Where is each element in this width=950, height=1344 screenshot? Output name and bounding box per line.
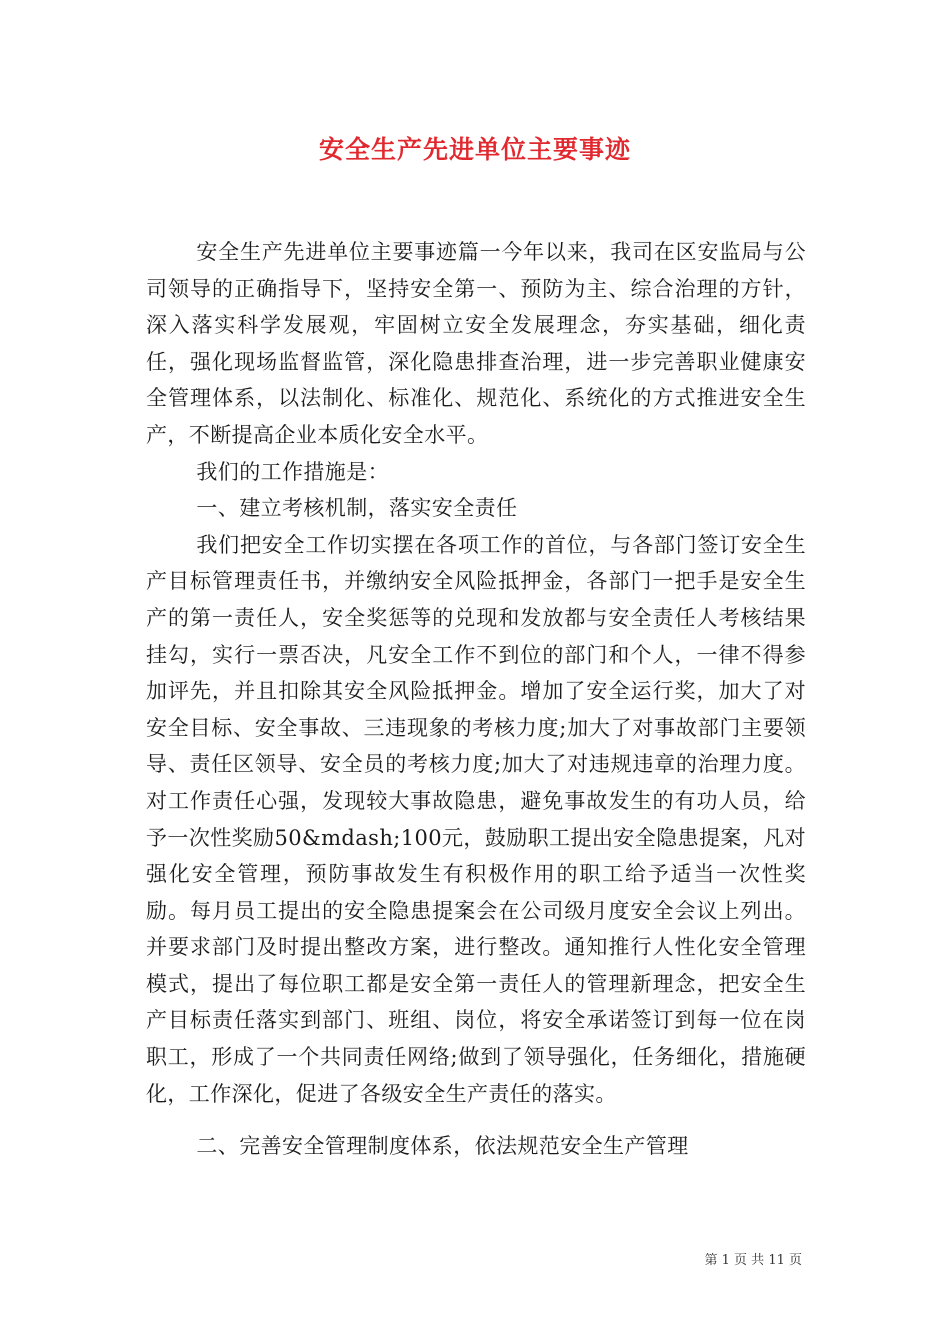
page-number-footer: 第 1 页 共 11 页 (704, 1253, 802, 1268)
paragraph-section-1: 我们把安全工作切实摆在各项工作的首位，与各部门签订安全生产目标管理责任书，并缴纳安全风险抵押金，各部门一把手是安全生产的第一责任人，安全奖惩等的兑现和发放都与安全责任人考核结果挂勾，实行一票否决，凡安全工作不到位的部门和个人，一律不得参加评先，并且扣除其安全风险抵押金。增加了安全运行奖，加大了对安全目标、安全事故、三违现象的考核力度;加大了对事故部门主要领导、责任区领导、安全员的考核力度;加大了对违规违章的治理力度。对工作责任心强，发现较大事故隐患，避免事故发生的有功人员，给予一次性奖励50&mdash;100元，鼓励职工提出安全隐患提案，凡对强化安全管理，预防事故发生有积极作用的职工给予适当一次性奖励。每月员工提出的安全隐患提案会在公司级月度安全会议上列出。并要求部门及时提出整改方案，进行整改。通知推行人性化安全管理模式，提出了每位职工都是安全第一责任人的管理新理念，把安全生产目标责任落实到部门、班组、岗位，将安全承诺签订到每一位在岗职工，形成了一个共同责任网络;做到了领导强化，任务细化，措施硬化，工作深化，促进了各级安全生产责任的落实。 (146, 532, 806, 1106)
document-body (146, 234, 806, 1165)
section-heading-2: 二、完善安全管理制度体系，依法规范安全生产管理 (196, 1134, 689, 1159)
paragraph-intro: 安全生产先进单位主要事迹篇一今年以来，我司在区安监局与公司领导的正确指导下，坚持安全第一、预防为主、综合治理的方针，深入落实科学发展观，牢固树立安全发展理念，夯实基础，细化责任，强化现场监督监管，深化隐患排查治理，进一步完善职业健康安全管理体系，以法制化、标准化、规范化、系统化的方式推进安全生产，不断提高企业本质化安全水平。 (146, 240, 806, 447)
paragraph-measures-lead: 我们的工作措施是： (196, 459, 389, 484)
document-title: 安全生产先进单位主要事迹 (318, 135, 631, 164)
section-heading-1: 一、建立考核机制，落实安全责任 (196, 496, 518, 521)
